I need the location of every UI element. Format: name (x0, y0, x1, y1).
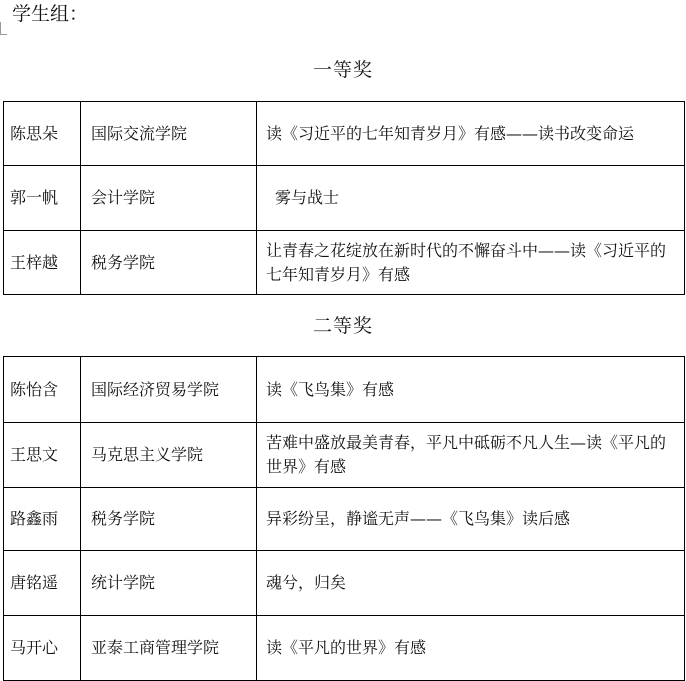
work-title: 异彩纷呈，静谧无声——《飞鸟集》读后感 (257, 488, 685, 551)
table-row (4, 551, 685, 616)
student-name: 马开心 (4, 616, 81, 681)
second-prize-title: 二等奖 (312, 315, 373, 337)
table-row (4, 231, 685, 295)
student-name: 王梓越 (4, 231, 81, 295)
work-title: 苦难中盛放最美青春，平凡中砥砺不凡人生—读《平凡的世界》有感 (257, 423, 685, 488)
student-name: 陈思朵 (4, 102, 81, 166)
corner-mark (0, 22, 7, 35)
table-row (4, 616, 685, 681)
group-heading: 学生组： (12, 3, 89, 25)
student-name: 郭一帆 (4, 166, 81, 231)
college-name: 税务学院 (81, 488, 257, 551)
table-row (4, 357, 685, 423)
first-prize-table (3, 101, 685, 295)
table-row (4, 488, 685, 551)
work-title: 魂兮，归矣 (257, 551, 685, 616)
table-row (4, 102, 685, 166)
college-name: 统计学院 (81, 551, 257, 616)
college-name: 会计学院 (81, 166, 257, 231)
work-title: 让青春之花绽放在新时代的不懈奋斗中——读《习近平的七年知青岁月》有感 (257, 231, 685, 295)
college-name: 国际交流学院 (81, 102, 257, 166)
second-prize-table (3, 356, 685, 681)
work-title: 雾与战士 (257, 166, 685, 231)
first-prize-title: 一等奖 (312, 59, 373, 81)
student-name: 路鑫雨 (4, 488, 81, 551)
college-name: 税务学院 (81, 231, 257, 295)
college-name: 亚泰工商管理学院 (81, 616, 257, 681)
student-name: 唐铭遥 (4, 551, 81, 616)
college-name: 国际经济贸易学院 (81, 357, 257, 423)
work-title: 读《习近平的七年知青岁月》有感——读书改变命运 (257, 102, 685, 166)
table-row (4, 166, 685, 231)
work-title: 读《飞鸟集》有感 (257, 357, 685, 423)
student-name: 王思文 (4, 423, 81, 488)
college-name: 马克思主义学院 (81, 423, 257, 488)
work-title: 读《平凡的世界》有感 (257, 616, 685, 681)
student-name: 陈怡含 (4, 357, 81, 423)
table-row (4, 423, 685, 488)
